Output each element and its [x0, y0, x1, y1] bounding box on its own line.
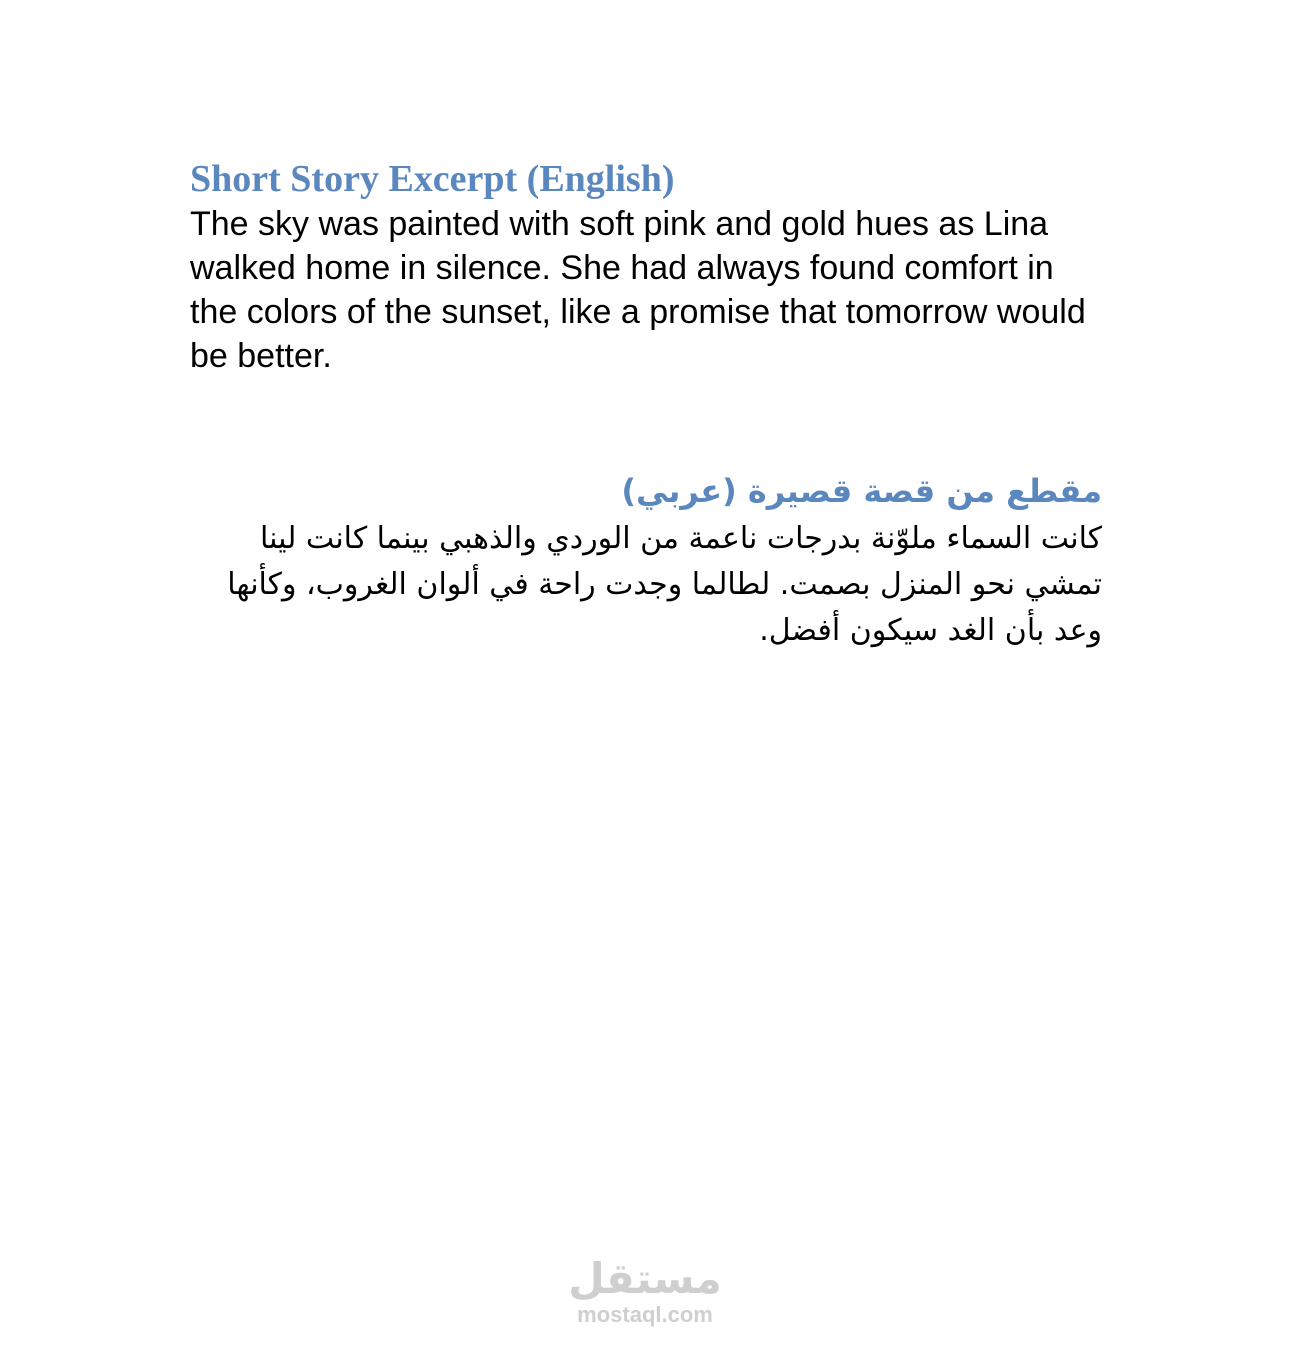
arabic-heading: مقطع من قصة قصيرة (عربي) — [621, 472, 1102, 510]
watermark-logo: مستقل — [568, 1254, 722, 1303]
english-body-text: The sky was painted with soft pink and gold hues as Lina walked home in silence. She had always found comfort in the colors of the sunset, like a promise that tomorrow would be better. — [190, 205, 1086, 375]
arabic-excerpt-section — [190, 466, 1102, 654]
arabic-body-text: كانت السماء ملوّنة بدرجات ناعمة من الوردي والذهبي بينما كانت لينا تمشي نحو المنزل بصمت. لطالما وجدت راحة في ألوان الغروب، وكأنها وعد بأن الغد سيكون أفضل. — [227, 521, 1102, 648]
watermark-url: mostaql.com — [577, 1302, 713, 1327]
english-heading: Short Story Excerpt (English) — [190, 158, 675, 200]
mostaql-watermark — [545, 1255, 745, 1327]
english-excerpt-section — [190, 156, 1102, 378]
